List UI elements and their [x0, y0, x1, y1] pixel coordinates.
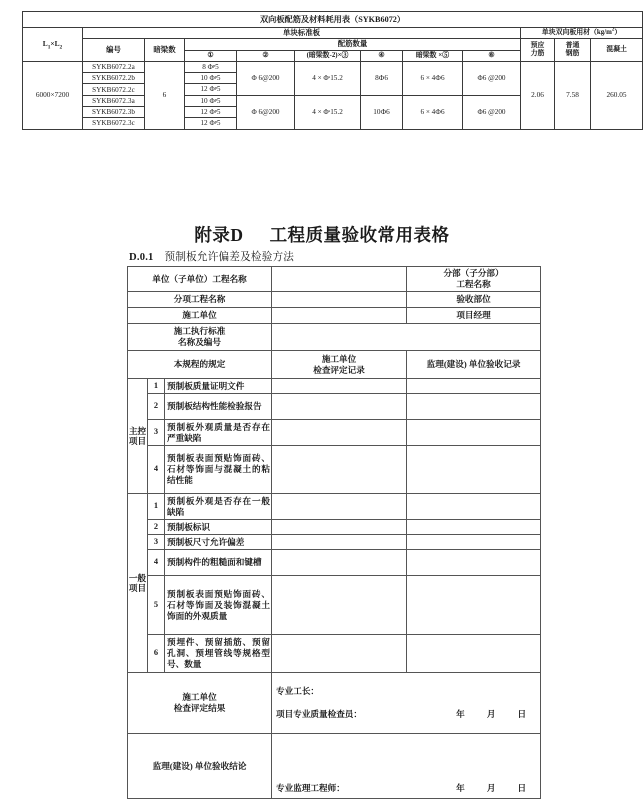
inspector-date [447, 709, 536, 720]
table1-col4-cell: 8Ф6 [361, 61, 403, 95]
table1-col2-cell: Φ 6@200 [237, 61, 295, 95]
item-index: 1 [148, 379, 165, 394]
supervision-record-cell[interactable] [407, 379, 541, 394]
table1-title: 双向板配筋及材料耗用表（SYKB6072） [23, 12, 643, 28]
table1-col1-cell: 12 Φᵖ5 [185, 118, 237, 129]
table1-title-row [23, 12, 643, 28]
table1-col-4-header: ④ [361, 50, 403, 61]
construction-unit-field[interactable] [272, 308, 407, 324]
table-row [128, 535, 541, 550]
form-row-standard [128, 324, 541, 351]
item-text: 预埋件、预留插筋、预留孔洞、预埋管线等规格型号、数量 [165, 635, 272, 673]
item-index: 2 [148, 520, 165, 535]
supervisor-date [447, 783, 536, 794]
item-text: 预制板表面预贴饰面砖、石材等饰面与混凝土的粘结性能 [165, 446, 272, 494]
table1-code-cell: SYKB6072.2b [83, 73, 145, 84]
table1-col6-cell: Φ6 @200 [463, 95, 521, 129]
appendix-label: 附录D [194, 225, 244, 245]
table1-material-header: 单块双向板用材$(kg/m^2)$ [521, 27, 643, 39]
table1-code-header: 编号 [83, 39, 145, 61]
result-label-line2: 检查评定结果 [173, 703, 226, 713]
acceptance-form-container [127, 266, 540, 799]
supervision-record-cell[interactable] [407, 420, 541, 446]
item-index: 3 [148, 535, 165, 550]
item-index: 2 [148, 394, 165, 420]
supervision-record-cell[interactable] [407, 535, 541, 550]
supervisor-label: 专业监理工程师： [276, 783, 345, 793]
supervision-record-cell[interactable] [407, 494, 541, 520]
table-row [128, 576, 541, 635]
construction-record-header [272, 351, 407, 379]
table1-code-cell: SYKB6072.3c [83, 118, 145, 129]
table1-code-cell: SYKB6072.3a [83, 95, 145, 106]
table1-col1-cell: 10 Φᵖ5 [185, 73, 237, 84]
rebar-material-table-container [22, 11, 627, 130]
general-item-line2: 项目 [128, 583, 147, 593]
table1-subheader-row [23, 39, 643, 51]
general-item-line1: 一般 [128, 572, 147, 583]
construction-result-field[interactable] [272, 673, 541, 734]
date-month-label: 月 [486, 783, 496, 793]
item-index: 6 [148, 635, 165, 673]
unit-name-field[interactable] [272, 267, 407, 292]
subitem-name-field[interactable] [272, 292, 407, 308]
construction-record-line2: 检查评定记录 [313, 364, 365, 375]
project-manager-label: 项目经理 [407, 308, 541, 324]
table1-normal-rebar-header: 普通 钢筋 [555, 39, 591, 61]
standard-label-line2: 名称及编号 [178, 337, 221, 347]
table1-col1-cell: 12 Φᵖ5 [185, 107, 237, 118]
item-text: 预制板标识 [165, 520, 272, 535]
supervision-conclusion-label: 监理(建设) 单位验收结论 [128, 734, 272, 799]
construction-unit-label: 施工单位 [128, 308, 272, 324]
form-row-construct-unit [128, 308, 541, 324]
construction-record-cell[interactable] [272, 420, 407, 446]
table1-normal-value: 7.58 [555, 61, 591, 129]
table-row [128, 494, 541, 520]
date-day-label: 日 [517, 709, 527, 719]
supervision-record-cell[interactable] [407, 520, 541, 535]
foreman-signature-line [276, 686, 536, 697]
construction-result-label [128, 673, 272, 734]
standard-label-line1: 施工执行标准 [173, 326, 226, 336]
item-index: 3 [148, 420, 165, 446]
subunit-label-line2: 工程名称 [456, 279, 491, 289]
construction-record-cell[interactable] [272, 520, 407, 535]
table1-col-6-header: ⑥ [463, 50, 521, 61]
table1-col-5-header: 暗梁数 ×⑤ [403, 50, 463, 61]
table-row [128, 394, 541, 420]
table1-beamcount-header: 暗梁数 [145, 39, 185, 61]
acceptance-part-label: 验收部位 [407, 292, 541, 308]
main-control-line1: 主控 [128, 425, 147, 436]
table-row [128, 520, 541, 535]
unit-name-label: 单位（子单位）工程名称 [128, 267, 272, 292]
item-text: 预制板尺寸允许偏差 [165, 535, 272, 550]
table1-col1-cell: 10 Φᵖ5 [185, 95, 237, 106]
table1-prestress-header: 预应 力筋 [521, 39, 555, 61]
construction-record-cell[interactable] [272, 379, 407, 394]
item-text: 预制板表面预贴饰面砖、石材等饰面及装饰混凝土饰面的外观质量 [165, 576, 272, 635]
table1-code-cell: SYKB6072.2c [83, 84, 145, 95]
table1-group-header-row [23, 27, 643, 39]
result-label-line1: 施工单位 [182, 692, 217, 702]
clause-title: 预制板允许偏差及检验方法 [164, 252, 295, 263]
table1-size-header: $L_1\times L_2$ [23, 27, 83, 61]
construction-record-line1: 施工单位 [321, 353, 357, 364]
acceptance-form-table [127, 266, 541, 799]
date-year-label: 年 [456, 709, 466, 719]
inspector-signature-line [276, 709, 536, 720]
date-year-label: 年 [456, 783, 466, 793]
table1-prestress-value: 2.06 [521, 61, 555, 129]
table-row [128, 550, 541, 576]
appendix-title-text: 工程质量验收常用表格 [269, 225, 450, 245]
construction-record-cell[interactable] [272, 635, 407, 673]
supervisor-signature-line [276, 783, 536, 794]
construction-record-cell[interactable] [272, 576, 407, 635]
group-label-main-control [128, 379, 148, 494]
supervision-record-cell[interactable] [407, 446, 541, 494]
inspector-label: 项目专业质量检查员： [276, 709, 362, 719]
table1-beamcount-value: 6 [145, 61, 185, 129]
foreman-label: 专业工长： [276, 686, 320, 696]
table1-code-cell: SYKB6072.2a [83, 61, 145, 72]
specification-header: 本规程的规定 [128, 351, 272, 379]
table1-col4-cell: 10Ф6 [361, 95, 403, 129]
main-control-line2: 项目 [128, 436, 147, 446]
table1-col6-cell: Φ6 @200 [463, 61, 521, 95]
item-index: 5 [148, 576, 165, 635]
subunit-label-line1: 分部（子分部） [443, 268, 504, 278]
table1-col2-cell: Φ 6@200 [237, 95, 295, 129]
item-index: 4 [148, 446, 165, 494]
supervision-record-header: 监理(建设) 单位验收记录 [407, 351, 541, 379]
construction-record-cell[interactable] [272, 394, 407, 420]
item-text: 预制板质量证明文件 [165, 379, 272, 394]
table1-col1-cell: 12 Φᵖ5 [185, 84, 237, 95]
execution-standard-field[interactable] [272, 324, 541, 351]
appendix-heading [0, 222, 644, 247]
rebar-material-table [22, 11, 643, 130]
form-row-column-headers [128, 351, 541, 379]
group-label-general [128, 494, 148, 673]
table1-col-3-header: (暗梁数-2)×③ [295, 50, 361, 61]
item-text: 预制板结构性能检验报告 [165, 394, 272, 420]
date-month-label: 月 [486, 709, 496, 719]
table1-col3-cell: 4 × Φˢ15.2 [295, 95, 361, 129]
form-row-unit [128, 267, 541, 292]
supervision-record-cell[interactable] [407, 394, 541, 420]
construction-record-cell[interactable] [272, 494, 407, 520]
table1-standard-panel-header: 单块标准板 [83, 27, 521, 39]
supervision-record-cell[interactable] [407, 576, 541, 635]
table1-col5-cell: 6 × 4Ф6 [403, 61, 463, 95]
table1-size-value: 6000×7200 [23, 61, 83, 129]
item-index: 1 [148, 494, 165, 520]
table1-col3-cell: 4 × Φˢ15.2 [295, 61, 361, 95]
form-row-subitem [128, 292, 541, 308]
item-text: 预制板外观质量是否存在严重缺陷 [165, 420, 272, 446]
subunit-name-label [407, 267, 541, 292]
execution-standard-label [128, 324, 272, 351]
supervision-conclusion-field[interactable] [272, 734, 541, 799]
table1-concrete-header: 混凝土 [591, 39, 643, 61]
item-text: 预制板外观是否存在一般缺陷 [165, 494, 272, 520]
supervision-record-cell[interactable] [407, 635, 541, 673]
table-row [128, 420, 541, 446]
table1-col5-cell: 6 × 4Ф6 [403, 95, 463, 129]
table-row [128, 635, 541, 673]
table1-col-2-header: ② [237, 50, 295, 61]
table1-rebar-qty-header: 配筋数量 [185, 39, 521, 51]
construction-record-cell[interactable] [272, 550, 407, 576]
table1-col-1-header: ① [185, 50, 237, 61]
item-index: 4 [148, 550, 165, 576]
form-row-supervision-conclusion [128, 734, 541, 799]
table1-code-cell: SYKB6072.3b [83, 107, 145, 118]
supervision-record-cell[interactable] [407, 550, 541, 576]
table-row [128, 446, 541, 494]
table1-col1-cell: 8 Φᵖ5 [185, 61, 237, 72]
clause-heading [129, 249, 294, 264]
table-row [23, 61, 643, 72]
subitem-name-label: 分项工程名称 [128, 292, 272, 308]
construction-record-cell[interactable] [272, 535, 407, 550]
table1-concrete-value: 260.05 [591, 61, 643, 129]
date-day-label: 日 [517, 783, 527, 793]
table-row [128, 379, 541, 394]
construction-record-cell[interactable] [272, 446, 407, 494]
form-row-construction-result [128, 673, 541, 734]
clause-number: D.0.1 [129, 252, 154, 263]
item-text: 预制构件的粗糙面和键槽 [165, 550, 272, 576]
